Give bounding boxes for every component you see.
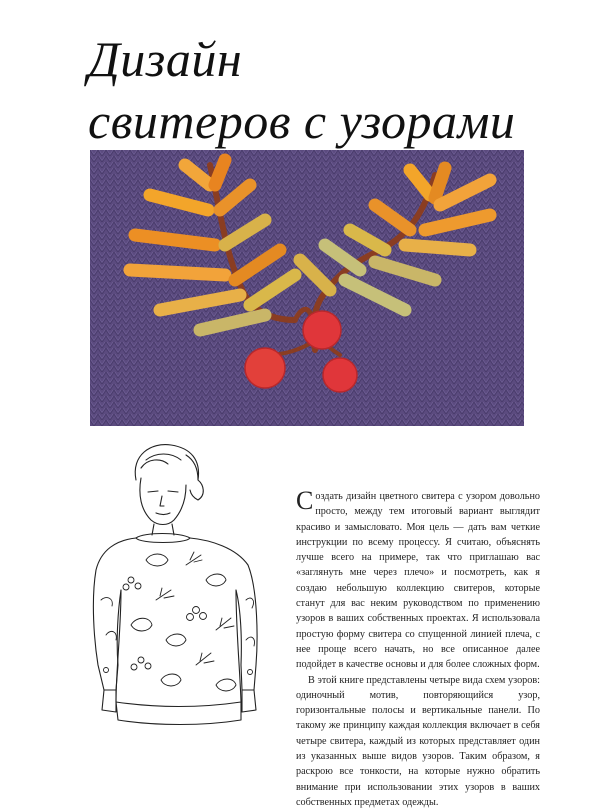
body-text [296, 486, 540, 810]
paragraph-2: В этой книге представлены четыре вида схем узоров: одиночный мотив, повторяющийся узор, горизонтальные полосы и вертикальные панели. По такому же принципу каждая коллекция включает в себя четыре свитера, каждый из которых представляет один из указанных выше видов узоров. Таким образом, я раскрою все тонкости, на которые нужно обратить внимание при использовании этих узоров в ваших собственных предметах одежды. [296, 674, 540, 808]
page-title [88, 28, 515, 152]
sweater-fashion-sketch [86, 440, 272, 745]
title-line-2: свитеров с узорами [88, 93, 516, 149]
knitted-fabric-photo [90, 150, 524, 426]
title-line-1: Дизайн [88, 31, 243, 87]
drop-cap: С [296, 486, 314, 515]
paragraph-1-text: оздать дизайн цветного свитера с узором довольно просто, между тем итоговый вариант выглядит красиво и замысловато. Моя цель — дать вам четкие инструкции по всему процессу. Я считаю, объяснять лучше всего на примере, так что приглашаю вас «заглянуть мне через плечо» и посмотреть, как я создаю небольшую коллекцию свитеров, которые станут для вас неким руководством по применению узоров в ваших собственных проектах. Я использовала простую форму свитера со спущенной линией плеча, с нее проще всего начать, но все описанное далее подойдет в качестве основы и для более сложных форм. [296, 491, 540, 671]
paragraph-1 [296, 486, 540, 673]
